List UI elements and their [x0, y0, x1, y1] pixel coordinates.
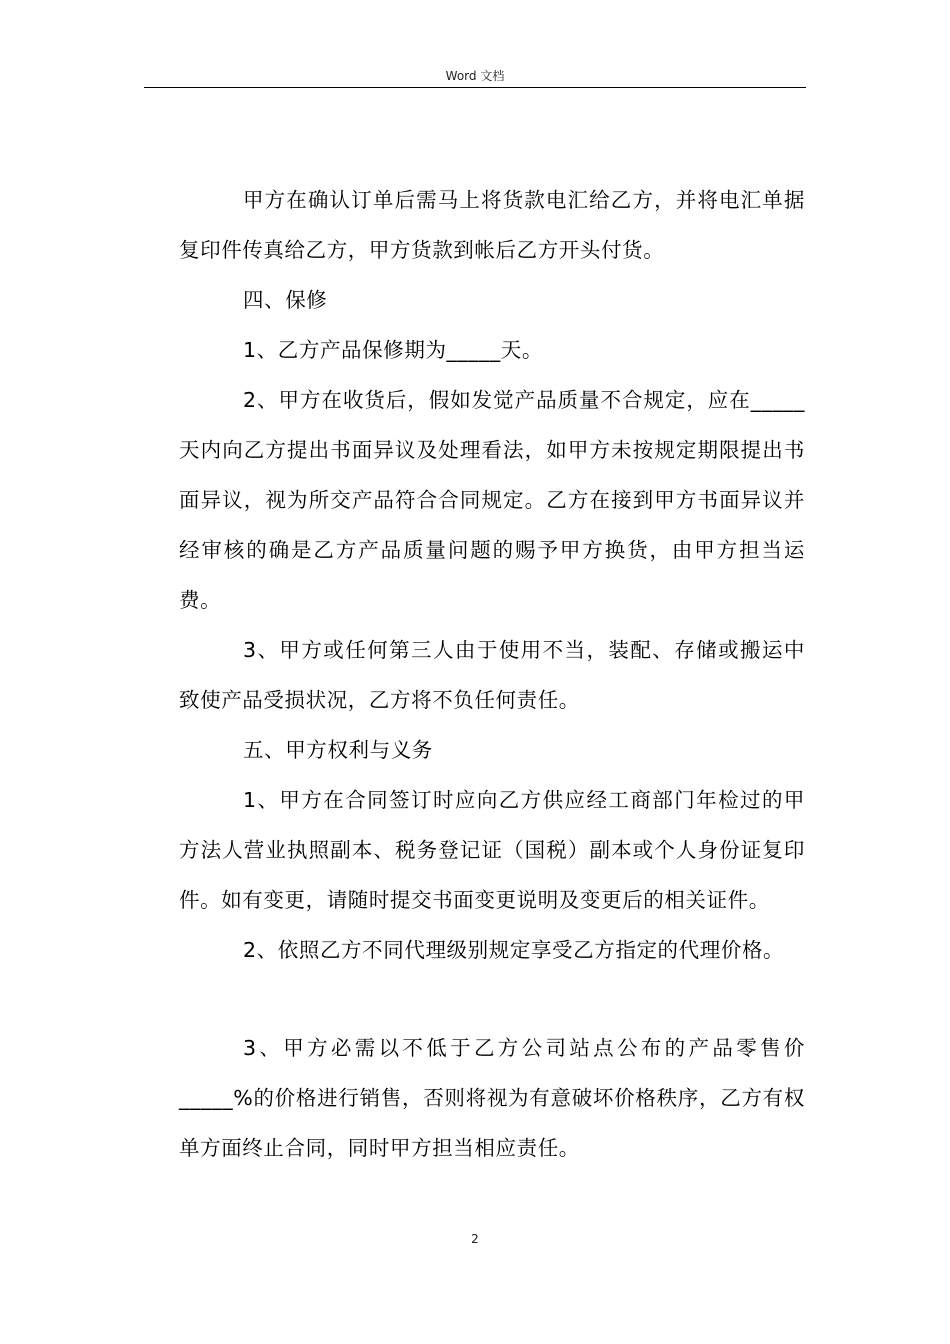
section-heading-warranty: 四、保修: [243, 288, 328, 312]
document-body: [179, 175, 805, 1173]
paragraph-payment: 甲方在确认订单后需马上将货款电汇给乙方，并将电汇单据复印件传真给乙方，甲方货款到帐后乙方开头付货。: [179, 188, 805, 262]
paragraph-warranty-period: 1、乙方产品保修期为_____天。: [243, 338, 543, 362]
section-heading-rights-obligations: 五、甲方权利与义务: [243, 738, 433, 762]
header-divider: [144, 87, 806, 88]
paragraph-liability-exclusion: 3、甲方或任何第三人由于使用不当，装配、存储或搬运中致使产品受损状况，乙方将不负任何责任。: [179, 638, 805, 712]
paragraph-quality-objection: 2、甲方在收货后，假如发觉产品质量不合规定，应在_____天内向乙方提出书面异议及处理看法，如甲方未按规定期限提出书面异议，视为所交产品符合合同规定。乙方在接到甲方书面异议并经审核的确是乙方产品质量问题的赐予甲方换货，由甲方担当运费。: [179, 388, 805, 612]
paragraph-license-documents: 1、甲方在合同签订时应向乙方供应经工商部门年检过的甲方法人营业执照副本、税务登记证（国税）副本或个人身份证复印件。如有变更，请随时提交书面变更说明及变更后的相关证件。: [179, 788, 805, 912]
paragraph-retail-price: 3、甲方必需以不低于乙方公司站点公布的产品零售价_____%的价格进行销售，否则将视为有意破坏价格秩序，乙方有权单方面终止合同，同时甲方担当相应责任。: [179, 1036, 805, 1160]
paragraph-agent-pricing: 2、依照乙方不同代理级别规定享受乙方指定的代理价格。: [243, 938, 785, 962]
page-header: Word 文档: [445, 69, 505, 83]
page-number: 2: [471, 1232, 479, 1246]
